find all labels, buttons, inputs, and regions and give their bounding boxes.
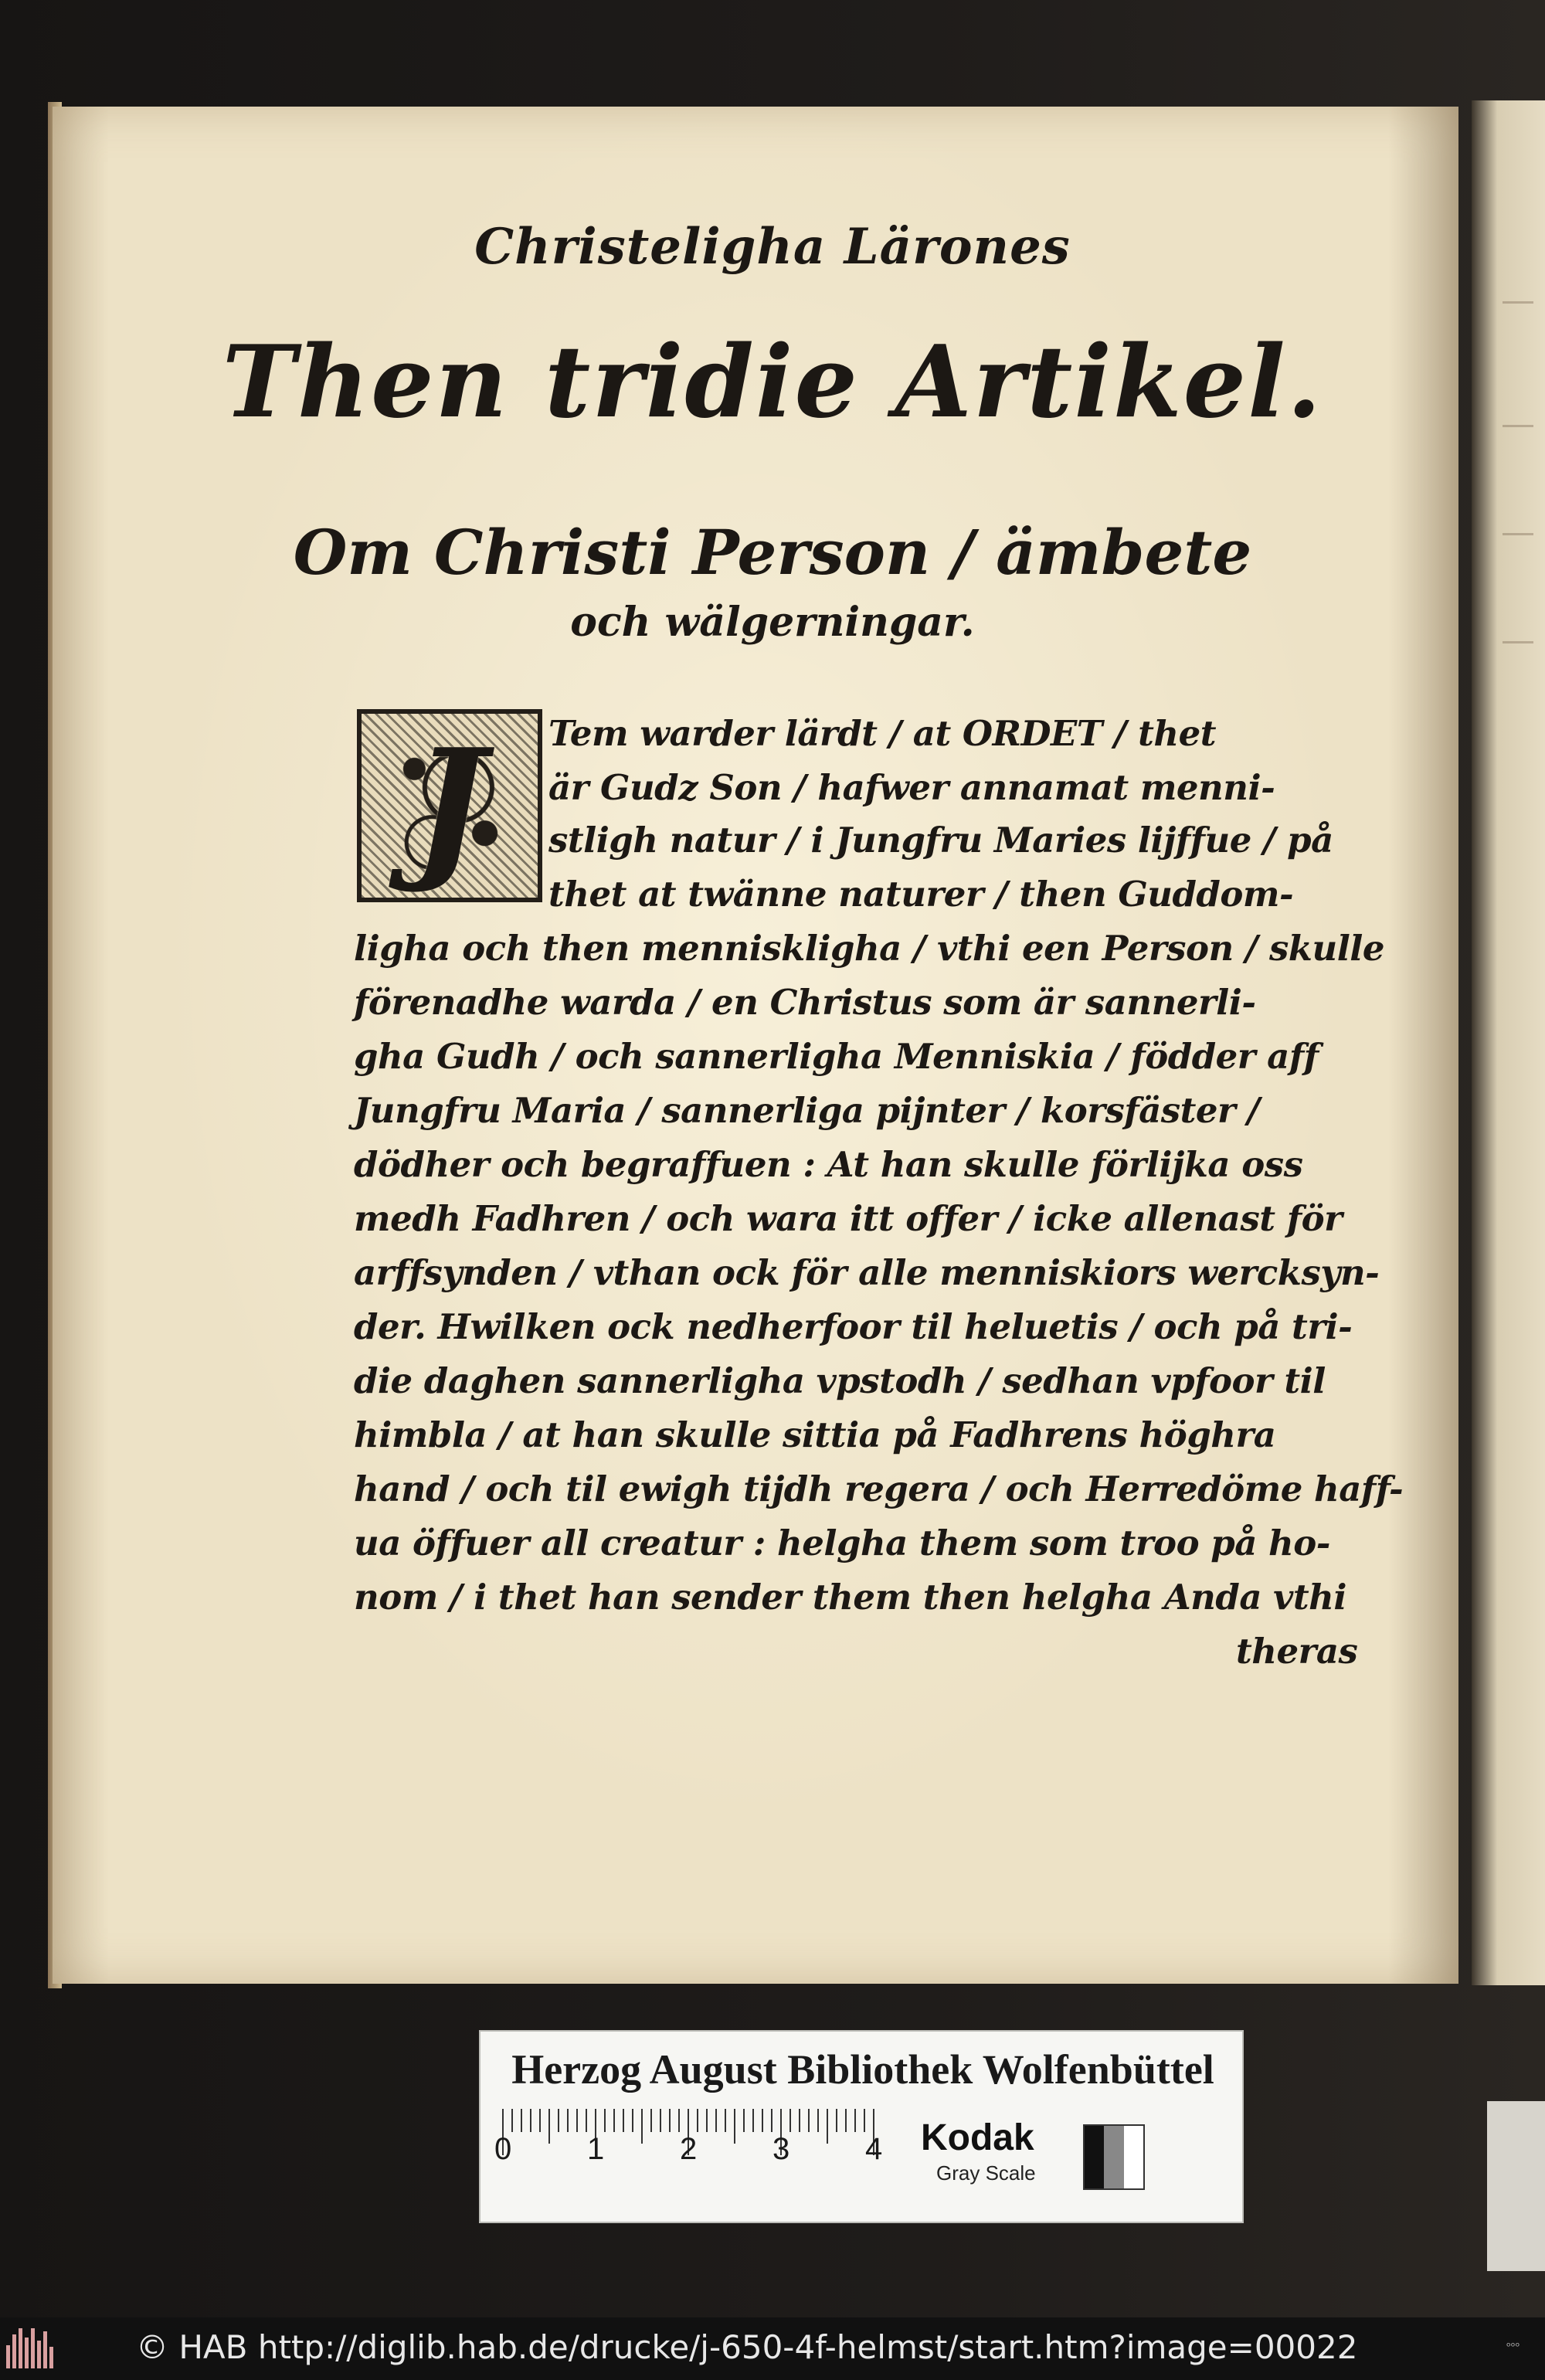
ruler-tick	[669, 2109, 671, 2132]
hab-logo-icon	[6, 2328, 62, 2368]
ruler-tick	[678, 2109, 680, 2132]
ruler-tick	[836, 2109, 837, 2132]
ruler-tick	[743, 2109, 745, 2132]
text-line: thet at twänne naturer / then Guddom-	[548, 874, 1294, 915]
text-line: nom / i thet han sender them then helgha Anda vthi	[354, 1577, 1346, 1618]
text-line: hand / och til ewigh tijdh regera / och Herredöme haff-	[354, 1468, 1404, 1509]
ruler-tick	[623, 2109, 624, 2132]
ruler-tick	[558, 2109, 559, 2132]
text-line: gha Gudh / och sannerligha Menniskia / födder aff	[354, 1036, 1319, 1077]
text-line: die daghen sannerligha vpstodh / sedhan vpfoor til	[354, 1360, 1326, 1401]
ruler-tick	[771, 2109, 772, 2132]
ruler-tick	[827, 2109, 828, 2144]
ruler-tick	[752, 2109, 754, 2132]
ruler-tick	[725, 2109, 726, 2132]
decorated-initial	[357, 709, 542, 902]
gray-scale-swatch	[1083, 2124, 1145, 2190]
ruler-tick	[567, 2109, 569, 2132]
text-line: arffsynden / vthan ock för alle menniskiors wercksyn-	[354, 1252, 1380, 1293]
text-line: stligh natur / i Jungfru Maries lijffue / på	[548, 820, 1333, 861]
text-line: himbla / at han skulle sittia på Fadhrens höghra	[354, 1414, 1276, 1455]
ruler-tick	[660, 2109, 661, 2132]
ruler-tick	[548, 2109, 550, 2144]
ruler-number: 0	[494, 2132, 512, 2166]
library-name: Herzog August Bibliothek Wolfenbüttel	[511, 2046, 1214, 2093]
ruler-tick	[613, 2109, 615, 2132]
ruler-tick	[521, 2109, 522, 2132]
ruler-tick	[808, 2109, 810, 2132]
ruler-tick	[706, 2109, 708, 2132]
ruler-number: 1	[587, 2132, 605, 2166]
text-line: förenadhe warda / en Christus som är sannerli-	[354, 982, 1256, 1023]
ruler-tick	[864, 2109, 865, 2132]
subheading-line-1: Om Christi Person / ämbete	[293, 516, 1252, 589]
text-line: ligha och then menniskligha / vthi een Person / skulle	[354, 928, 1385, 969]
ruler-tick	[817, 2109, 819, 2132]
footer-bar	[0, 2317, 1545, 2380]
text-line: Tem warder lärdt / at ORDET / thet	[548, 713, 1216, 754]
running-head: Christeligha Lärones	[474, 218, 1071, 276]
ruler-tick	[586, 2109, 587, 2132]
ruler-tick	[799, 2109, 800, 2132]
ruler-tick	[789, 2109, 791, 2132]
kodak-logo-text: Kodak	[921, 2117, 1034, 2158]
ruler-number: 2	[680, 2132, 698, 2166]
ruler-tick	[697, 2109, 698, 2132]
footer-id: ᵒᵒᵒ	[1506, 2341, 1520, 2353]
ruler-tick	[604, 2109, 606, 2132]
text-line: dödher och begraffuen : At han skulle förlijka oss	[354, 1144, 1303, 1185]
ruler-tick	[539, 2109, 541, 2132]
subheading-line-2: och wälgerningar.	[570, 599, 975, 646]
ruler-tick	[762, 2109, 763, 2132]
text-line: Jungfru Maria / sannerliga pijnter / korsfäster /	[354, 1090, 1260, 1131]
ruler-tick	[650, 2109, 652, 2132]
text-line: ua öffuer all creatur : helgha them som troo på ho-	[354, 1523, 1330, 1563]
ruler-tick	[530, 2109, 531, 2132]
ruler-tick	[854, 2109, 856, 2132]
ruler-tick	[511, 2109, 513, 2132]
ruler-number: 3	[772, 2132, 790, 2166]
page-title: Then tridie Artikel.	[222, 324, 1323, 440]
ruler-tick	[845, 2109, 847, 2132]
text-line: är Gudz Son / hafwer annamat menni-	[548, 767, 1275, 808]
ruler-number: 4	[865, 2132, 883, 2166]
catchword: theras	[1236, 1631, 1358, 1672]
ruler-tick	[641, 2109, 643, 2144]
facing-page-label	[1487, 2101, 1545, 2271]
ruler-tick	[715, 2109, 717, 2132]
text-line: medh Fadhren / och wara itt offer / icke allenast för	[354, 1198, 1343, 1239]
ruler-tick	[576, 2109, 578, 2132]
text-line: der. Hwilken ock nedherfoor til heluetis / och på tri-	[354, 1306, 1353, 1347]
gray-scale-label: Gray Scale	[936, 2161, 1036, 2185]
color-target-card	[479, 2030, 1244, 2223]
ruler-tick	[632, 2109, 633, 2132]
initial-letter: J	[413, 715, 487, 897]
ruler-tick	[734, 2109, 735, 2144]
source-url[interactable]: © HAB http://diglib.hab.de/drucke/j-650-4f-helmst/start.htm?image=00022	[136, 2328, 1358, 2366]
